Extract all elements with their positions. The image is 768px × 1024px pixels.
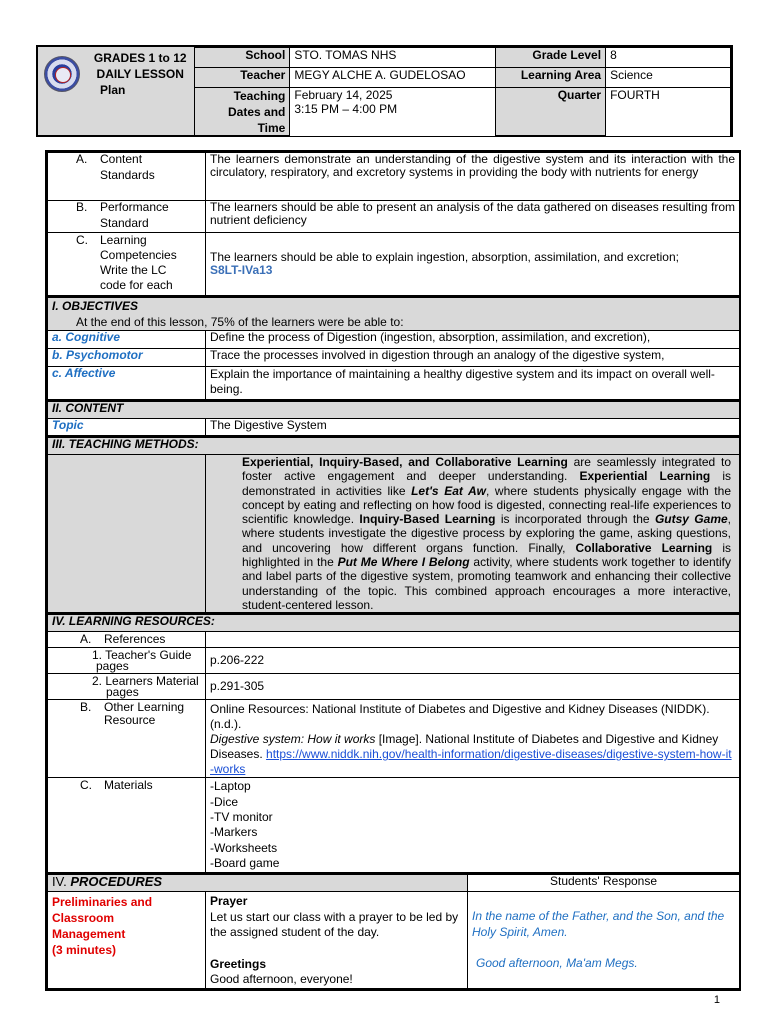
procedures-heading-row: [48, 874, 740, 892]
topic-row: [48, 419, 740, 437]
topic-label: Topic: [48, 419, 206, 437]
lc-label-1: Learning: [100, 233, 147, 247]
procedures-heading: [48, 874, 468, 892]
ps-label-1: Performance: [100, 200, 169, 214]
put-me-activity: Put Me Where I Belong: [337, 555, 470, 570]
lc-label-2: Competencies: [100, 248, 177, 262]
topic-value: The Digestive System: [206, 419, 740, 437]
competencies-label: [48, 233, 206, 297]
lets-eat-aw-activity: Let's Eat Aw: [411, 483, 487, 498]
material-item: -Worksheets: [210, 840, 278, 855]
page-number: 1: [713, 994, 720, 1006]
competency-statement: The learners should be able to explain ingestion, absorption, assimilation, and excretion;: [210, 250, 679, 264]
affective-row: [48, 367, 740, 401]
competency-code: S8LT-IVa13: [210, 263, 273, 277]
materials-text: Materials: [104, 778, 153, 793]
area-label: Learning Area: [496, 68, 606, 88]
tg-label-1: 1. Teacher's Guide: [92, 648, 192, 663]
psychomotor-label: b. Psychomotor: [48, 349, 206, 367]
competencies-text: [206, 233, 740, 297]
inquiry-bold: Inquiry-Based Learning: [359, 512, 496, 527]
procedures-num: IV.: [52, 874, 67, 890]
psychomotor-text: Trace the processes involved in digestion through an analogy of the digestive system,: [206, 349, 740, 367]
methods-heading: III. TEACHING METHODS:: [48, 437, 740, 455]
other-label-1: Other Learning: [104, 700, 185, 715]
dates-label-2: Dates and: [228, 105, 286, 119]
letter-b: B.: [76, 200, 88, 214]
prelim-line-3: Management: [52, 927, 126, 942]
title-line-1: GRADES 1 to 12: [93, 50, 187, 65]
content-heading-row: [48, 401, 740, 419]
procedures-title: PROCEDURES: [66, 874, 163, 890]
objectives-heading-cell: [48, 297, 740, 331]
prelim-line-4: (3 minutes): [52, 943, 117, 958]
material-item: -TV monitor: [210, 810, 273, 825]
other-label-2: Resource: [104, 713, 156, 728]
date-value: February 14, 2025: [294, 88, 393, 102]
tg-row: [48, 648, 740, 674]
content-standards-text: The learners demonstrate an understanding of the digestive system and its interaction with the circulatory, respiratory, and excretory systems in providing the body with nutrients for energy: [206, 153, 740, 201]
resources-heading-row: [48, 614, 740, 632]
cognitive-text: Define the process of Digestion (ingestion, absorption, assimilation, and excretion),: [206, 331, 740, 349]
lm-label-2: pages: [106, 685, 139, 700]
experiential-bold: Experiential Learning: [579, 469, 711, 484]
references-empty: [206, 632, 740, 648]
tg-label: [48, 648, 206, 674]
tg-pages: p.206-222: [206, 648, 740, 674]
tg-label-2: pages: [96, 659, 129, 674]
lesson-body: [45, 150, 741, 991]
collaborative-bold: Collaborative Learning: [575, 540, 713, 555]
objectives-heading: I. OBJECTIVES: [52, 299, 139, 313]
prelim-line-1: Preliminaries and: [52, 895, 153, 910]
performance-standard-text: The learners should be able to present an analysis of the data gathered on diseases resulting from nutrient deficiency: [206, 201, 740, 233]
students-response-heading: Students' Response: [468, 874, 740, 892]
methods-text: [206, 455, 740, 614]
letter-c: C.: [76, 233, 88, 247]
lm-pages: p.291-305: [206, 674, 740, 700]
prayer-text: Let us start our class with a prayer to be led by the assigned student of the day.: [210, 909, 459, 940]
lm-label-1: 2. Learners Material: [92, 674, 199, 689]
cognitive-label: a. Cognitive: [48, 331, 206, 349]
other-resource-row: [48, 700, 740, 778]
materials-list: [206, 778, 740, 874]
header-title-cell: [38, 48, 195, 137]
material-item: -Markers: [210, 825, 258, 840]
references-row: [48, 632, 740, 648]
material-item: -Dice: [210, 794, 239, 809]
other-resource-label: [48, 700, 206, 778]
deped-seal-logo: [44, 56, 80, 92]
method-intro-bold: Experiential, Inquiry-Based, and Collaborative Learning: [242, 455, 568, 469]
references-label: [48, 632, 206, 648]
prelim-line-2: Classroom: [52, 911, 115, 926]
quarter-label: Quarter: [496, 88, 606, 137]
quarter-value: FOURTH: [606, 88, 731, 137]
lc-label-4: code for each: [100, 278, 173, 292]
psychomotor-row: [48, 349, 740, 367]
preliminaries-label: [48, 892, 206, 989]
put-me-text: activity, where students work together to identify and label parts of the digestive system, promoting teamwork and enhancing their collective understanding of the topic. This combined approach encourages a more interactive, student-centered lesson.: [242, 555, 731, 612]
objectives-intro: At the end of this lesson, 75% of the learners were be able to:: [76, 315, 404, 329]
teacher-value: MEGY ALCHE A. GUDELOSAO: [290, 68, 496, 88]
materials-label: [48, 778, 206, 874]
content-standards-label: [48, 153, 206, 201]
objectives-heading-row: [48, 297, 740, 331]
lm-row: [48, 674, 740, 700]
preliminaries-row: [48, 892, 740, 989]
letter-a: A.: [76, 152, 88, 166]
header-table: [38, 47, 731, 137]
lets-eat-aw-text: , where students physically engage with the concept by eating and reflecting on how food is digested, connecting real-life experiences to scientific knowledge.: [242, 483, 731, 527]
title-line-2: DAILY LESSON: [96, 66, 184, 81]
preliminaries-teacher: [206, 892, 468, 989]
method-intro-text: are seamlessly integrated to foster active engagement and deeper understanding.: [242, 455, 731, 484]
collaborative-text: is highlighted in the: [242, 540, 731, 570]
preliminaries-response: [468, 892, 740, 989]
affective-label: c. Affective: [48, 367, 206, 401]
content-standards-row: [48, 153, 740, 201]
res-letter-b: B.: [80, 700, 92, 715]
experiential-text: is demonstrated in activities like: [242, 469, 731, 498]
cs-label-2: Standards: [100, 168, 155, 182]
cognitive-row: [48, 331, 740, 349]
lesson-header: [36, 45, 733, 137]
gutsy-game-activity: Gutsy Game: [654, 512, 728, 527]
methods-empty-cell: [48, 455, 206, 614]
greetings-title: Greetings: [210, 956, 267, 971]
title-line-3: Plan: [100, 82, 126, 97]
citation-text-2: [Image]. National Institute of Diabetes and Digestive and Kidney Diseases.: [210, 732, 719, 762]
lm-label: [48, 674, 206, 700]
school-label: School: [195, 48, 290, 68]
material-item: -Board game: [210, 856, 280, 871]
prayer-response: In the name of the Father, and the Son, and the Holy Spirit, Amen.: [472, 909, 725, 939]
niddk-link[interactable]: https://www.niddk.nih.gov/health-information/digestive-diseases/digestive-system-how-it-works: [210, 747, 732, 777]
prayer-title: Prayer: [210, 894, 248, 909]
teacher-label: Teacher: [195, 68, 290, 88]
performance-standard-row: [48, 201, 740, 233]
citation-text-1: Online Resources: National Institute of Diabetes and Digestive and Kidney Diseases (NIDDK). (n.d.).: [210, 702, 710, 732]
greetings-text: Good afternoon, everyone!: [210, 972, 353, 987]
res-letter-a: A.: [80, 632, 92, 647]
time-value: 3:15 PM – 4:00 PM: [294, 102, 398, 116]
dates-label-3: Time: [257, 121, 286, 135]
performance-standard-label: [48, 201, 206, 233]
res-letter-c: C.: [80, 778, 92, 793]
references-text: References: [104, 632, 166, 647]
greetings-response: Good afternoon, Ma'am Megs.: [476, 956, 638, 971]
methods-row: [48, 455, 740, 614]
grade-label: Grade Level: [496, 48, 606, 68]
grade-value: 8: [606, 48, 731, 68]
area-value: Science: [606, 68, 731, 88]
inquiry-text: is incorporated through the: [495, 512, 655, 527]
competencies-row: [48, 233, 740, 297]
lesson-table: [47, 152, 740, 989]
material-item: -Laptop: [210, 779, 251, 794]
dates-label: [195, 88, 290, 137]
citation-title: Digestive system: How it works: [210, 732, 376, 747]
affective-text: Explain the importance of maintaining a healthy digestive system and its impact on overall well-being.: [206, 367, 740, 401]
gutsy-game-text: , where students investigate the digestive process by exploring the game, asking questions, and uncovering how different organs function. Finally,: [242, 512, 732, 555]
other-resource-text: [206, 700, 740, 778]
lc-label-3: Write the LC: [100, 263, 167, 277]
materials-row: [48, 778, 740, 874]
school-value: STO. TOMAS NHS: [290, 48, 496, 68]
ps-label-2: Standard: [100, 216, 149, 230]
resources-heading: IV. LEARNING RESOURCES:: [48, 614, 740, 632]
dates-label-1: Teaching: [233, 89, 286, 103]
content-heading: II. CONTENT: [48, 401, 740, 419]
methods-heading-row: [48, 437, 740, 455]
cs-label-1: Content: [100, 152, 143, 166]
date-time-value: [290, 88, 496, 137]
